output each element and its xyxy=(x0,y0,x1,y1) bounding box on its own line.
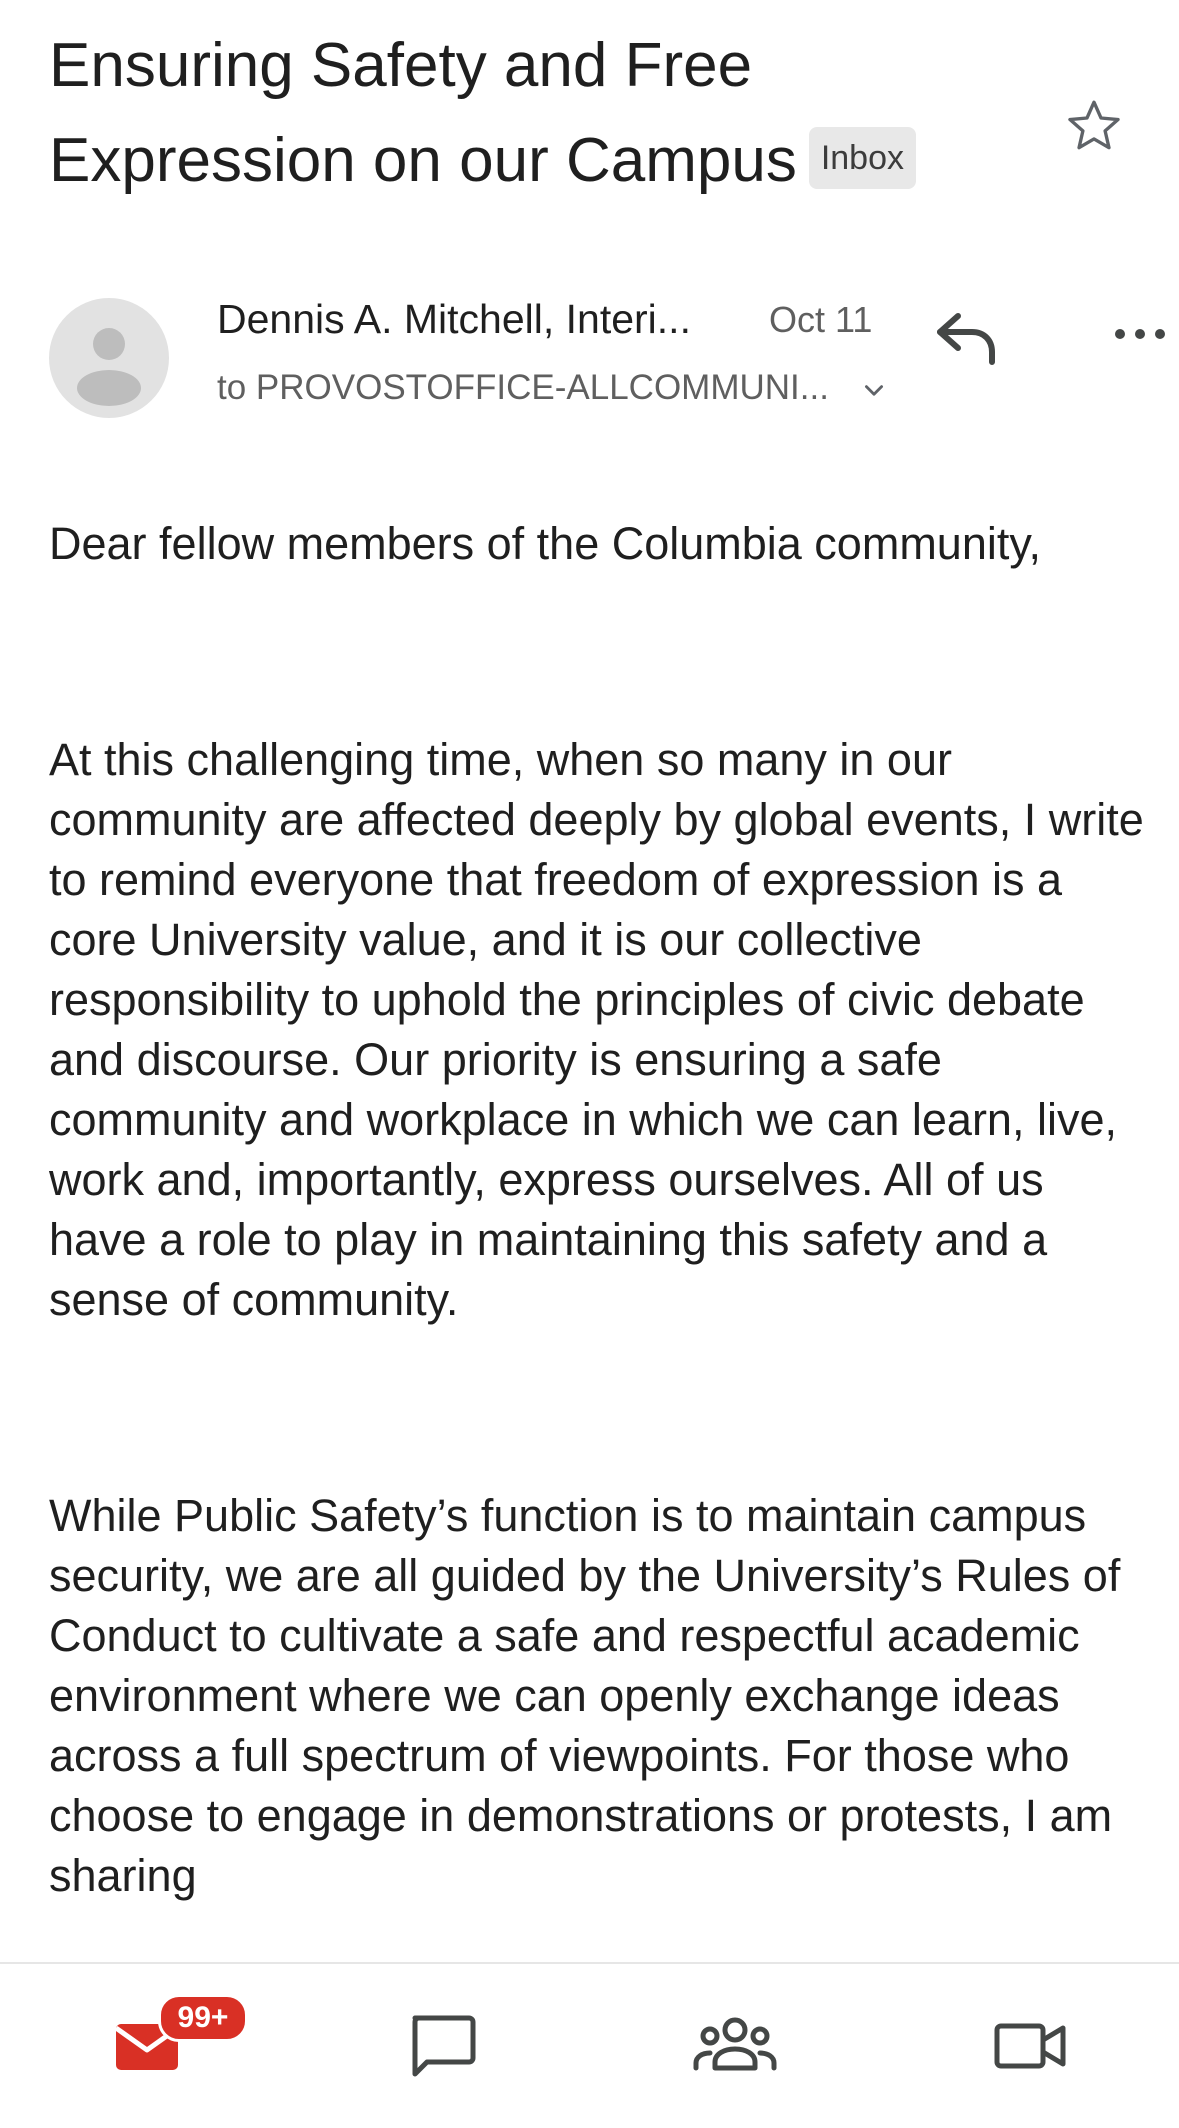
video-call-icon[interactable] xyxy=(985,2004,1075,2084)
chat-icon[interactable] xyxy=(397,2004,487,2084)
recipient-line[interactable]: to PROVOSTOFFICE-ALLCOMMUNI... xyxy=(217,368,829,407)
mail-unread-badge: 99+ xyxy=(158,1994,248,2042)
avatar[interactable] xyxy=(49,298,169,418)
greeting-paragraph: Dear fellow members of the Columbia community, xyxy=(49,518,1042,569)
email-header xyxy=(49,18,1029,208)
more-options-icon[interactable] xyxy=(1112,324,1168,344)
person-icon xyxy=(49,298,169,418)
email-date: Oct 11 xyxy=(769,299,873,340)
body-paragraph-2: While Public Safety’s function is to maintain campus security, we are all guided by the University’s Rules of Conduct to cultivate a safe and respectful academic environment where we can openly exchange ideas across a full spectrum of viewpoints. For those who choose to engage in demonstrations or protests, I am sharing xyxy=(49,1490,1121,1901)
sender-row xyxy=(49,298,1139,422)
email-body xyxy=(49,514,1149,1906)
sender-name[interactable]: Dennis A. Mitchell, Interi... xyxy=(217,296,691,342)
spaces-icon[interactable] xyxy=(690,2004,780,2084)
body-paragraph-1: At this challenging time, when so many in our community are affected deeply by global events, I write to remind everyone that freedom of expression is a core University value, and it is our collective responsibility to uphold the principles of civic debate and discourse. Our priority is ensuring a safe community and workplace in which we can learn, live, work and, importantly, express ourselves. All of us have a role to play in maintaining this safety and a sense of community. xyxy=(49,734,1144,1325)
reply-icon[interactable] xyxy=(934,306,1004,370)
star-icon[interactable] xyxy=(1063,95,1125,157)
chevron-down-icon[interactable] xyxy=(861,378,887,404)
inbox-label-badge[interactable]: Inbox xyxy=(809,127,916,189)
bottom-navigation xyxy=(0,1962,1179,2128)
email-subject xyxy=(49,18,1029,208)
subject-text: Ensuring Safety and Free Expression on our Campus xyxy=(49,31,797,195)
